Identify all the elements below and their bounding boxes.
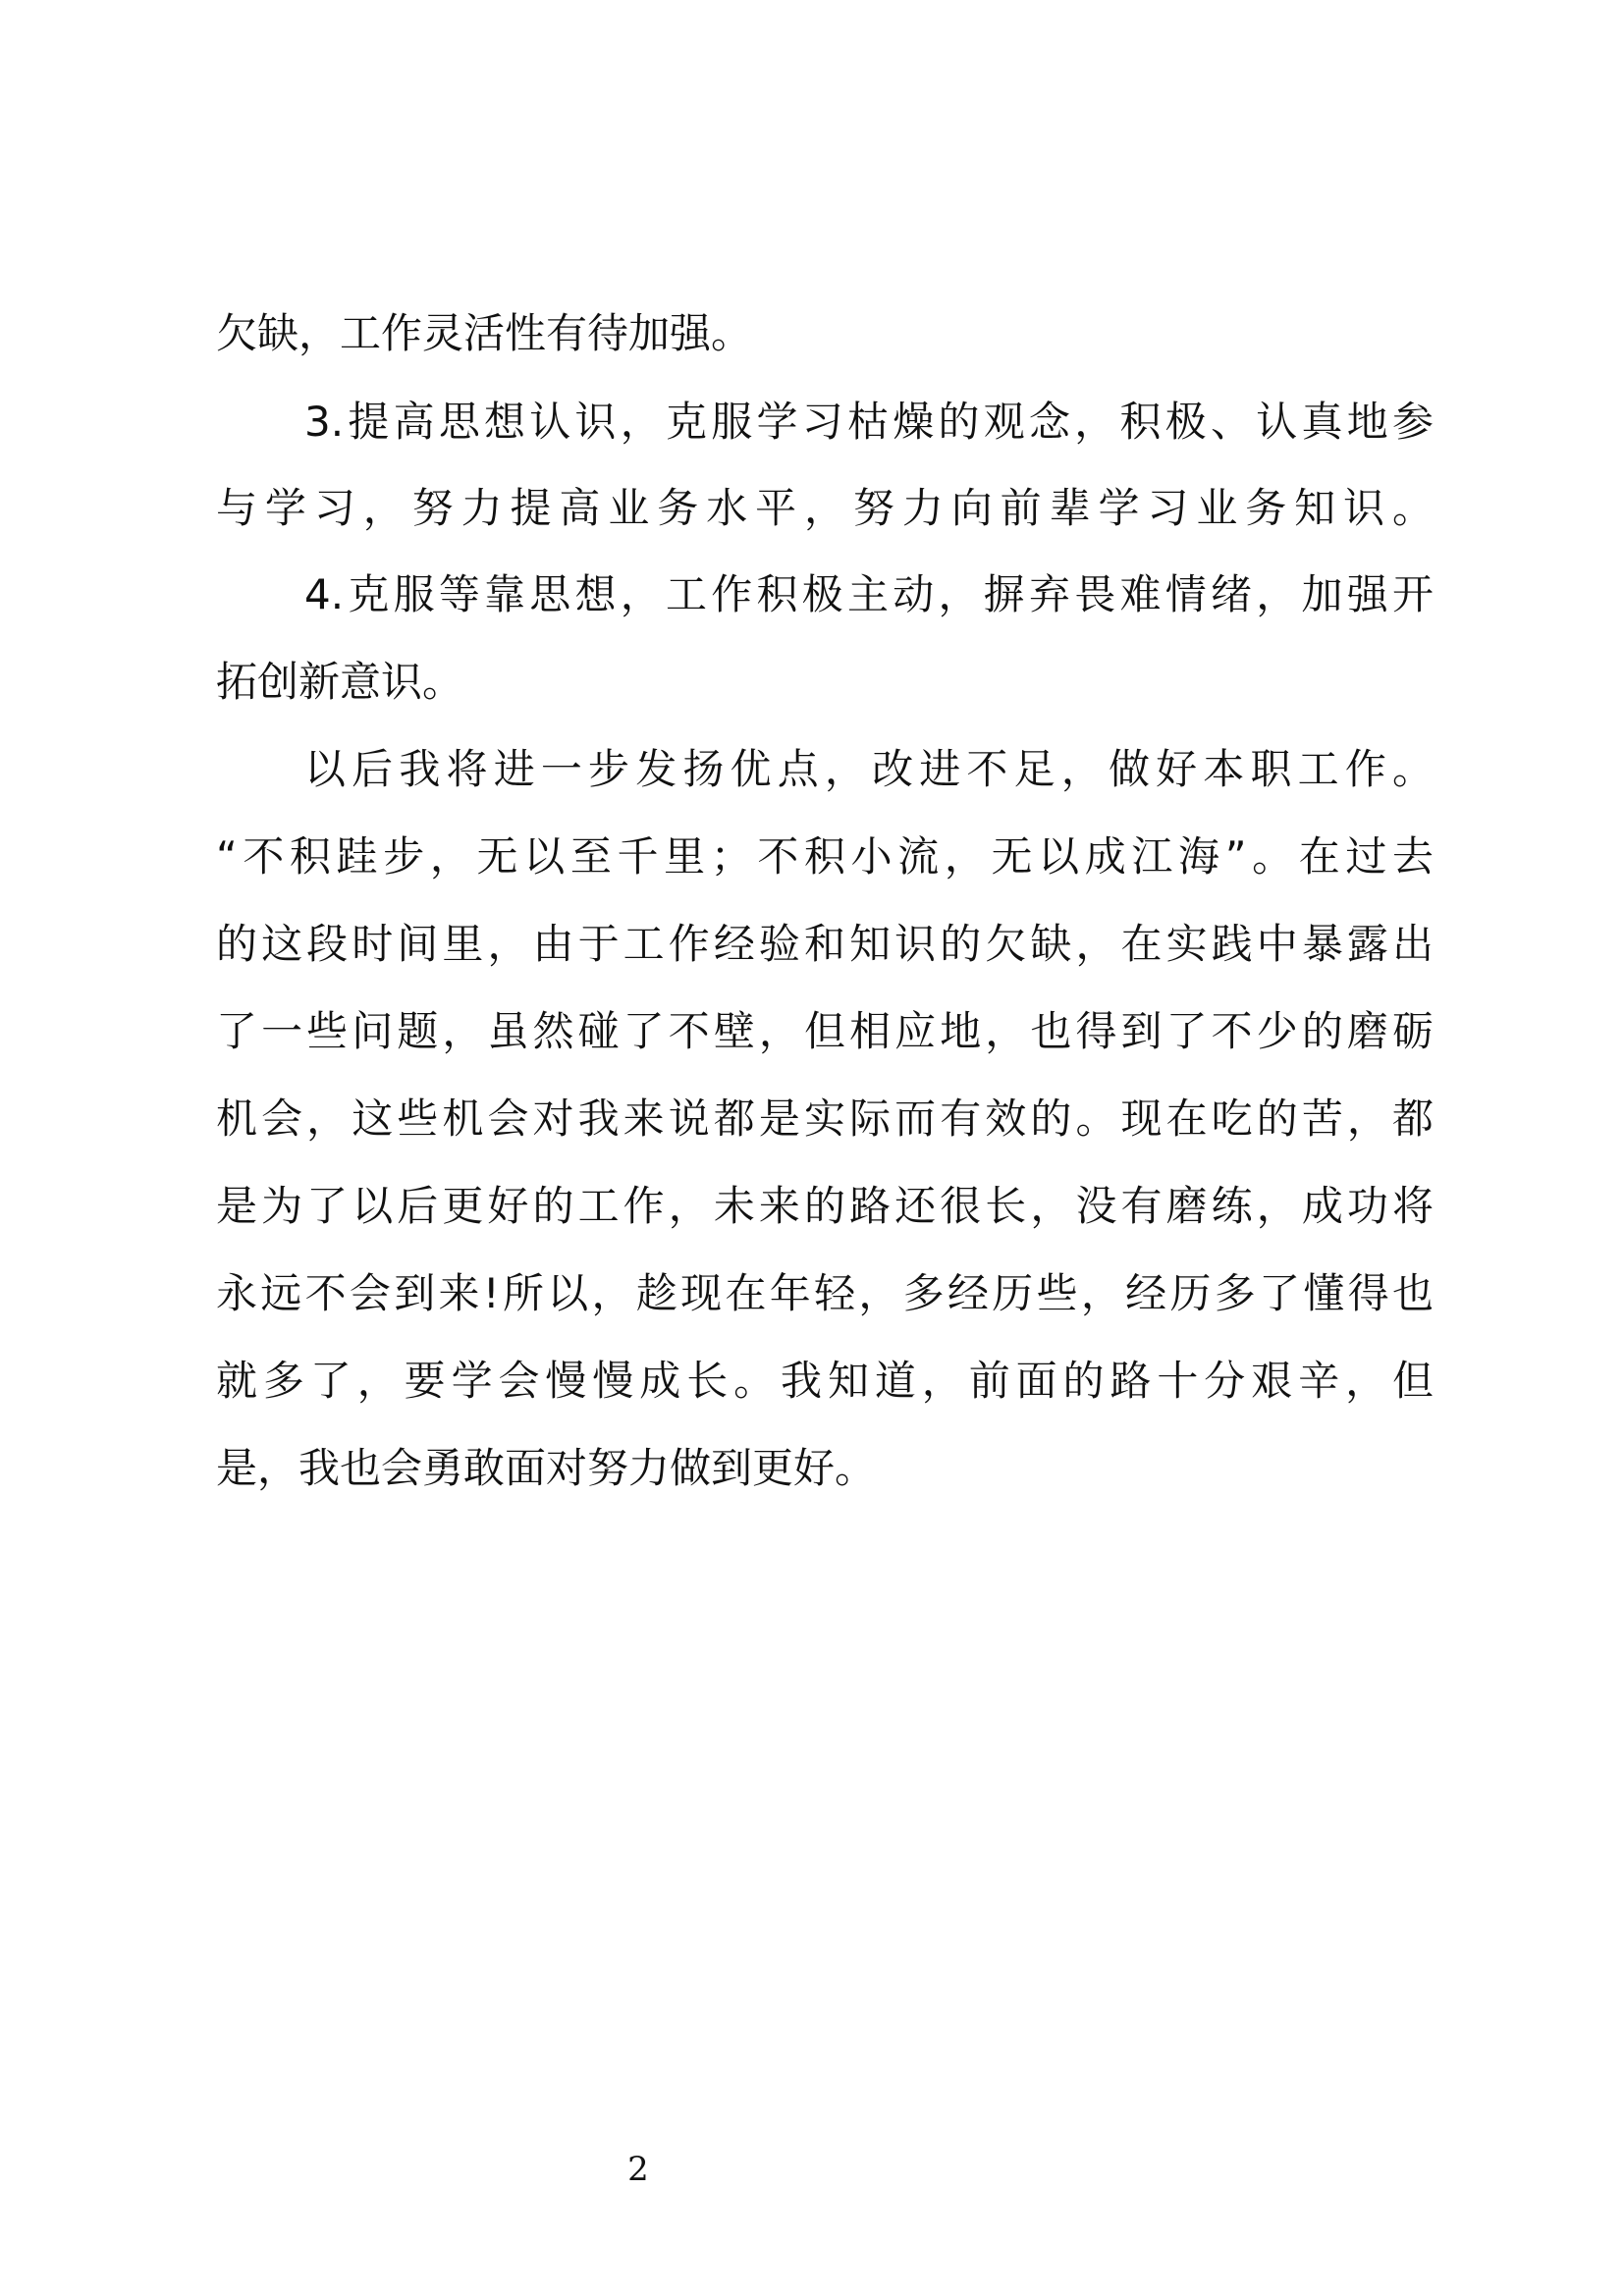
text-line-7: “不积跬步，无以至千里；不积小流，无以成江海”。在过去	[216, 832, 1434, 881]
text-line-4: 4.克服等靠思想，工作积极主动，摒弃畏难情绪，加强开	[304, 570, 1434, 618]
text-line-5: 拓创新意识。	[216, 658, 464, 706]
text-line-2: 3.提高思想认识，克服学习枯燥的观念，积极、认真地参	[304, 398, 1434, 446]
text-line-1: 欠缺，工作灵活性有待加强。	[216, 309, 753, 357]
text-line-14: 是，我也会勇敢面对努力做到更好。	[216, 1444, 877, 1492]
text-line-8: 的这段时间里，由于工作经验和知识的欠缺，在实践中暴露出	[216, 920, 1434, 968]
text-line-12: 永远不会到来!所以，趁现在年轻，多经历些，经历多了懂得也	[216, 1269, 1434, 1317]
text-line-10: 机会，这些机会对我来说都是实际而有效的。现在吃的苦，都	[216, 1095, 1434, 1143]
text-line-6: 以后我将进一步发扬优点，改进不足，做好本职工作。	[304, 745, 1434, 793]
text-line-9: 了一些问题，虽然碰了不壁，但相应地，也得到了不少的磨砺	[216, 1007, 1434, 1055]
text-line-3: 与学习，努力提高业务水平，努力向前辈学习业务知识。	[216, 484, 1434, 532]
page-number: 2	[627, 2150, 649, 2189]
text-line-13: 就多了，要学会慢慢成长。我知道，前面的路十分艰辛，但	[216, 1357, 1434, 1405]
text-line-11: 是为了以后更好的工作，未来的路还很长，没有磨练，成功将	[216, 1182, 1434, 1230]
